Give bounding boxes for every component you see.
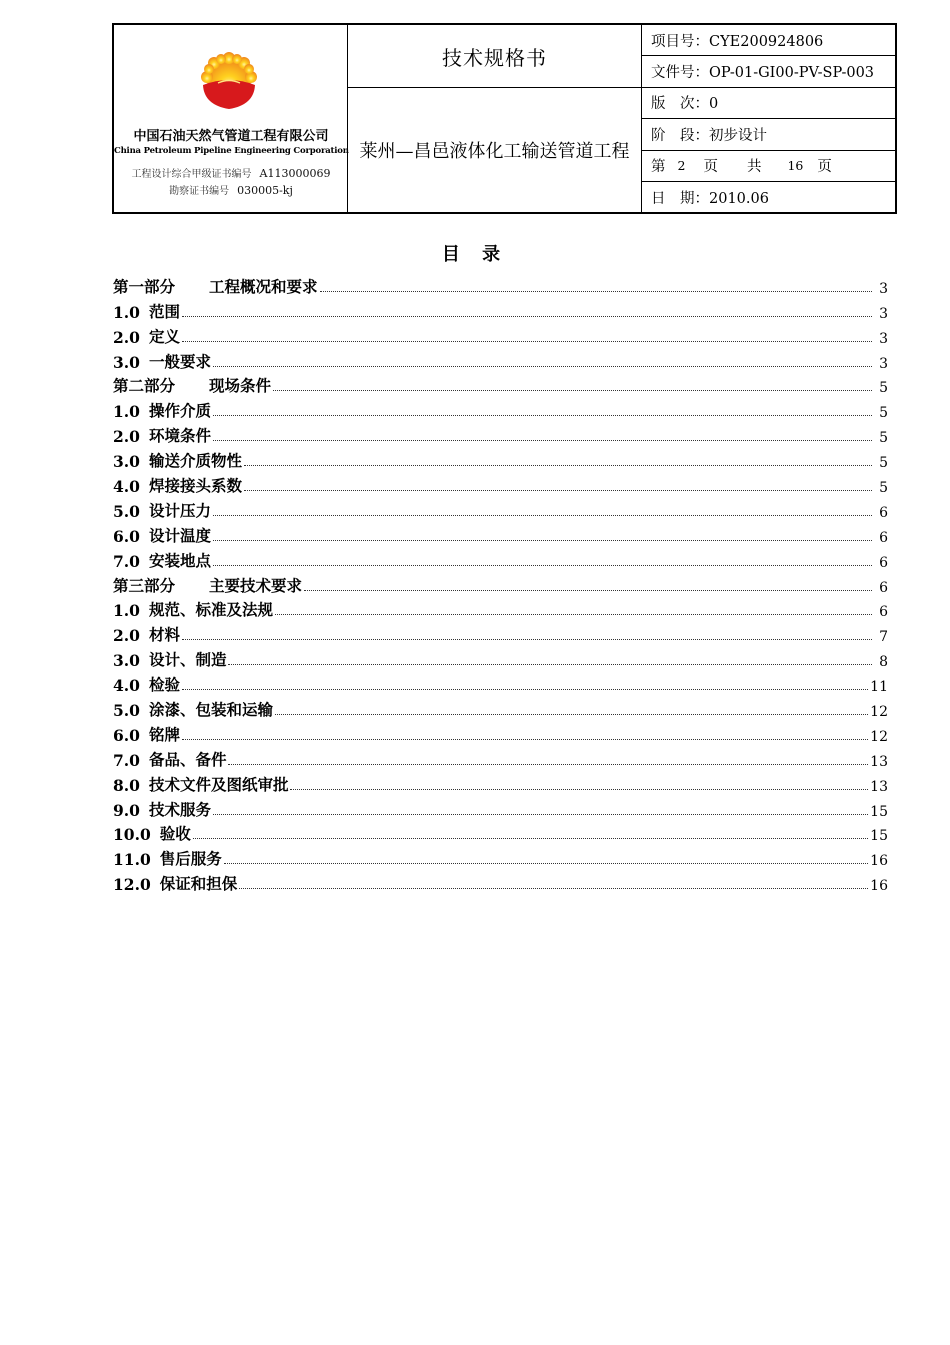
toc-entry-number: 7.0	[113, 750, 140, 770]
toc-entry-number: 6.0	[113, 725, 140, 745]
toc-entry-label: 涂漆、包装和运输	[148, 700, 273, 720]
toc-entry-label: 操作介质	[148, 401, 211, 421]
toc-entry-page: 5	[879, 430, 888, 447]
toc-entry-label: 一般要求	[148, 351, 211, 371]
toc-entry-number: 第二部分	[113, 376, 176, 396]
toc-entry-number: 7.0	[113, 551, 140, 571]
toc-entry-number: 1.0	[113, 601, 140, 621]
toc-entry-number: 12.0	[113, 875, 151, 895]
toc-entry-number: 第三部分	[113, 575, 176, 595]
table-of-contents	[113, 272, 888, 894]
toc-entry[interactable]	[113, 521, 888, 546]
design-certificate	[114, 165, 348, 180]
toc-dot-leader	[244, 464, 872, 466]
toc-entry-page: 5	[879, 480, 888, 497]
toc-entry-page: 5	[879, 405, 888, 422]
toc-entry-number: 5.0	[113, 701, 140, 721]
toc-entry-page: 6	[879, 529, 888, 546]
toc-entry-page: 12	[870, 728, 888, 745]
toc-dot-leader	[213, 439, 872, 441]
toc-dot-leader	[213, 414, 872, 416]
toc-dot-leader	[213, 813, 868, 815]
document-info-cell	[642, 25, 895, 212]
toc-part-entry[interactable]	[113, 372, 888, 397]
toc-entry-number: 10.0	[113, 825, 151, 845]
toc-entry-page: 13	[870, 778, 888, 795]
toc-entry-page: 5	[879, 455, 888, 472]
toc-entry-page: 11	[870, 679, 888, 696]
toc-entry-number: 4.0	[113, 676, 140, 696]
toc-entry-number: 1.0	[113, 302, 140, 322]
toc-entry-number: 6.0	[113, 526, 140, 546]
toc-entry[interactable]	[113, 421, 888, 446]
toc-entry[interactable]	[113, 695, 888, 720]
toc-entry-number: 11.0	[113, 850, 151, 870]
toc-dot-leader	[182, 340, 872, 342]
toc-entry-page: 16	[870, 853, 888, 870]
toc-dot-leader	[213, 365, 872, 367]
toc-dot-leader	[244, 489, 872, 491]
toc-dot-leader	[182, 638, 872, 640]
toc-dot-leader	[304, 589, 872, 591]
toc-entry[interactable]	[113, 645, 888, 670]
toc-dot-leader	[290, 788, 868, 790]
toc-part-entry[interactable]	[113, 571, 888, 596]
page-current: 2	[677, 158, 686, 174]
toc-entry-page: 3	[879, 305, 888, 322]
toc-entry[interactable]	[113, 770, 888, 795]
toc-dot-leader	[224, 862, 868, 864]
toc-entry-label: 检验	[148, 675, 180, 695]
toc-entry-page: 8	[879, 654, 888, 671]
toc-entry[interactable]	[113, 820, 888, 845]
toc-entry-page: 13	[870, 753, 888, 770]
survey-cert-label: 勘察证书编号	[169, 186, 230, 197]
title-cell	[348, 25, 642, 212]
toc-entry-label: 环境条件	[148, 426, 211, 446]
file-number: 文件号：OP-01-GI00-PV-SP-003	[642, 56, 895, 87]
toc-entry-label: 铭牌	[148, 724, 180, 744]
toc-entry-number: 1.0	[113, 402, 140, 422]
toc-entry-page: 16	[870, 878, 888, 895]
toc-entry-page: 5	[879, 380, 888, 397]
toc-entry-label: 焊接接头系数	[148, 476, 242, 496]
toc-entry-number: 2.0	[113, 626, 140, 646]
toc-entry-number: 9.0	[113, 800, 140, 820]
toc-entry-label: 设计、制造	[148, 650, 227, 670]
toc-entry-label: 技术文件及图纸审批	[148, 774, 289, 794]
company-name-cn: 中国石油天然气管道工程有限公司	[133, 129, 329, 144]
toc-entry[interactable]	[113, 869, 888, 894]
toc-title: 目 录	[441, 244, 509, 265]
toc-entry[interactable]	[113, 720, 888, 745]
toc-entry-page: 15	[870, 828, 888, 845]
toc-dot-leader	[275, 613, 872, 615]
toc-dot-leader	[228, 663, 872, 665]
toc-entry-page: 7	[879, 629, 888, 646]
toc-dot-leader	[182, 315, 872, 317]
toc-entry-label: 规范、标准及法规	[148, 600, 273, 620]
design-cert-label: 工程设计综合甲级证书编号	[131, 169, 252, 180]
toc-entry[interactable]	[113, 596, 888, 621]
toc-entry-number: 3.0	[113, 352, 140, 372]
toc-entry-page: 6	[879, 554, 888, 571]
document-header	[112, 23, 897, 214]
toc-dot-leader	[193, 837, 868, 839]
toc-entry-label: 现场条件	[209, 376, 272, 396]
project-number: 项目号：CYE200924806	[642, 25, 895, 56]
toc-entry[interactable]	[113, 347, 888, 372]
toc-dot-leader	[228, 763, 868, 765]
toc-entry[interactable]	[113, 471, 888, 496]
toc-entry-label: 范围	[148, 301, 180, 321]
toc-entry-label: 输送介质物性	[148, 451, 242, 471]
toc-dot-leader	[182, 688, 868, 690]
toc-entry-number: 2.0	[113, 327, 140, 347]
toc-dot-leader	[182, 738, 868, 740]
toc-entry-label: 保证和担保	[159, 874, 238, 894]
survey-certificate	[114, 182, 348, 197]
toc-part-entry[interactable]	[113, 272, 888, 297]
toc-dot-leader	[273, 389, 872, 391]
toc-entry-number: 2.0	[113, 427, 140, 447]
toc-entry-number: 5.0	[113, 501, 140, 521]
survey-cert-number: 030005-kj	[237, 184, 293, 197]
toc-entry-number: 第一部分	[113, 276, 176, 296]
toc-entry[interactable]	[113, 670, 888, 695]
document-type: 技术规格书	[348, 25, 641, 88]
page-suffix: 页	[817, 159, 832, 176]
toc-entry-page: 12	[870, 704, 888, 721]
toc-entry-label: 设计温度	[148, 525, 211, 545]
toc-dot-leader	[213, 539, 872, 541]
toc-entry-label: 工程概况和要求	[209, 276, 318, 296]
toc-entry-label: 定义	[148, 326, 180, 346]
toc-entry-page: 6	[879, 604, 888, 621]
toc-entry-number: 8.0	[113, 775, 140, 795]
toc-entry-label: 技术服务	[148, 799, 211, 819]
page-mid: 页 共	[703, 159, 762, 176]
toc-entry-number: 3.0	[113, 651, 140, 671]
toc-entry-page: 6	[879, 504, 888, 521]
design-cert-number: A113000069	[259, 167, 331, 180]
company-name-en: China Petroleum Pipeline Engineering Corporation	[114, 146, 349, 156]
toc-entry-label: 验收	[159, 824, 191, 844]
toc-entry[interactable]	[113, 322, 888, 347]
page-total: 16	[787, 158, 804, 174]
toc-entry-page: 6	[879, 579, 888, 596]
petrochina-logo	[194, 47, 264, 117]
project-name: 莱州—昌邑液体化工输送管道工程	[359, 141, 630, 162]
toc-entry-label: 安装地点	[148, 550, 211, 570]
company-logo-cell	[114, 25, 348, 212]
version: 版 次：0	[642, 88, 895, 119]
toc-entry-label: 设计压力	[148, 500, 211, 520]
toc-entry[interactable]	[113, 795, 888, 820]
toc-entry-label: 主要技术要求	[209, 575, 303, 595]
toc-entry-label: 备品、备件	[148, 749, 227, 769]
toc-entry-page: 3	[879, 280, 888, 297]
toc-dot-leader	[213, 564, 872, 566]
toc-entry-number: 3.0	[113, 452, 140, 472]
page-info	[642, 151, 895, 182]
toc-entry[interactable]	[113, 620, 888, 645]
toc-dot-leader	[275, 713, 868, 715]
toc-entry[interactable]	[113, 446, 888, 471]
toc-entry[interactable]	[113, 745, 888, 770]
toc-entry[interactable]	[113, 396, 888, 421]
toc-entry-number: 4.0	[113, 477, 140, 497]
toc-entry-page: 15	[870, 803, 888, 820]
toc-dot-leader	[239, 887, 868, 889]
page-prefix: 第	[651, 159, 666, 176]
toc-dot-leader	[320, 290, 872, 292]
toc-entry[interactable]	[113, 297, 888, 322]
stage: 阶 段：初步设计	[642, 119, 895, 150]
date: 日 期：2010.06	[651, 191, 769, 208]
toc-entry-label: 材料	[148, 625, 180, 645]
toc-entry[interactable]	[113, 546, 888, 571]
toc-entry[interactable]	[113, 844, 888, 869]
toc-entry-page: 3	[879, 330, 888, 347]
toc-entry-page: 3	[879, 355, 888, 372]
toc-entry[interactable]	[113, 496, 888, 521]
toc-dot-leader	[213, 514, 872, 516]
toc-entry-label: 售后服务	[159, 849, 222, 869]
